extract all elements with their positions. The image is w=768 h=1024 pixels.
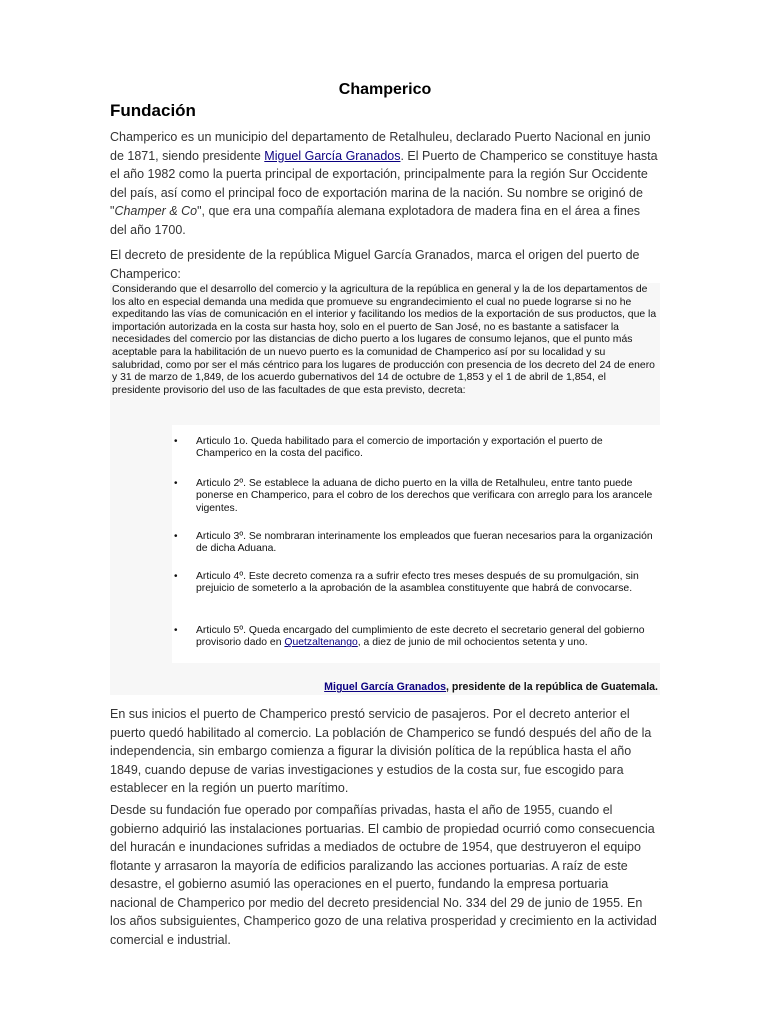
page-title: Champerico (338, 81, 432, 98)
decree-articles-list (172, 425, 660, 663)
article-item: • Articulo 3º. Se nombraran interinamente los empleados que fueran necesarios para la organización de dicha Aduana. (172, 531, 658, 556)
decree-signature (324, 681, 658, 693)
article-item (172, 625, 658, 650)
link-miguel-garcia-granados[interactable]: Miguel García Granados (264, 148, 401, 163)
article5-text-2: , a diez de junio de mil ochocientos setenta y uno. (357, 637, 588, 649)
article5-text-1: Articulo 5º. Queda encargado del cumplimiento de este decreto el secretario general del gobierno provisorio dado en (196, 625, 645, 649)
intro-text-2: . El Puerto de Champerico se constituye hasta el año 1982 como la puerta principal de exportación, principalmente para la región Sur Occidente del país, así como el principal foco de exportación marina de la nación. Su nombre se originó de " (110, 148, 658, 218)
intro-text-3: ", que era una compañía alemana explotadora de madera fina en el área a fines del año 1700. (110, 204, 641, 237)
link-quetzaltenango[interactable]: Quetzaltenango (284, 637, 358, 649)
decree-quote-block (110, 283, 660, 695)
decree-considering-text: Considerando que el desarrollo del comercio y la agricultura de la república en general y la de los departamentos de los alto en especial demanda una medida que promueve su engrandecimiento el cual no puede lograrse si no he expeditando las vías de comunicación en el interior y facilitando los medios de la exportación de sus productos, que la importación autorizada en la costa sur hasta hoy, solo en el puerto de San José, no es bastante a satisfacer la necesidades del comercio por las distancias de dicho puerto a los lugares de consumo lejanos, que el punto más aceptable para la habilitación de un nuevo puerto es la comunidad de Champerico así por su localidad y su salubridad, como por ser el más céntrico para los lugares de producción con presencia de los decreto del 24 de enero y 31 de marzo de 1,849, de los acuerdo gubernativos del 14 de octubre de 1,853 y el 1 de abril de 1,854, el presidente provisorio del uso de las facultades de que esta previsto, decreta: (112, 284, 657, 396)
decree-intro-paragraph: El decreto de presidente de la república Miguel García Granados, marca el origen del puerto de Champerico: (110, 248, 640, 281)
signature-text: , presidente de la república de Guatemala. (446, 681, 658, 693)
operation-paragraph: Desde su fundación fue operado por compañías privadas, hasta el año de 1955, cuando el gobierno adquirió las instalaciones portuarias. El cambio de propiedad ocurrió como consecuencia del huracán e inundaciones sufridas a mediados de octubre de 1954, que destruyeron el equipo flotante y arrasaron la mayoría de edificios paralizando las acciones portuarias. A raíz de este desastre, el gobierno asumió las operaciones en el puerto, fundando la empresa portuaria nacional de Champerico por medio del decreto presidencial No. 334 del 29 de junio de 1955. En los años subsiguientes, Champerico gozo de una relativa prosperidad y crecimiento en la actividad comercial e industrial. (110, 803, 657, 947)
link-signature-miguel-garcia-granados[interactable]: Miguel García Granados (324, 681, 447, 693)
history-paragraph: En sus inicios el puerto de Champerico prestó servicio de pasajeros. Por el decreto anterior el puerto quedó habilitado al comercio. La población de Champerico se fundó después del año de la independencia, sin embargo comienza a figurar la división política de la república hasta el año 1849, cuando depuse de varias investigaciones y estudios de la costa sur, fue escogido para establecer en la región un puerto marítimo. (110, 707, 652, 795)
section-heading-fundacion: Fundación (110, 101, 196, 120)
intro-italic-name: Champer & Co (114, 204, 198, 218)
intro-text-1: Champerico es un municipio del departamento de Retalhuleu, declarado Puerto Nacional en junio de 1871, siendo presidente (110, 130, 651, 163)
article-item: • Articulo 2º. Se establece la aduana de dicho puerto en la villa de Retalhuleu, entre tanto puede ponerse en Champerico, para el cobro de los derechos que verificara con arreglo para los arancele vigentes. (172, 478, 658, 515)
intro-paragraph (110, 128, 658, 239)
article-item: • Articulo 4º. Este decreto comenza ra a sufrir efecto tres meses después de su promulgación, sin prejuicio de someterlo a la aprobación de la asamblea constituyente que habrá de convocarse. (172, 571, 658, 596)
article-item: • Articulo 1o. Queda habilitado para el comercio de importación y exportación el puerto de Champerico en la costa del pacifico. (172, 436, 658, 461)
